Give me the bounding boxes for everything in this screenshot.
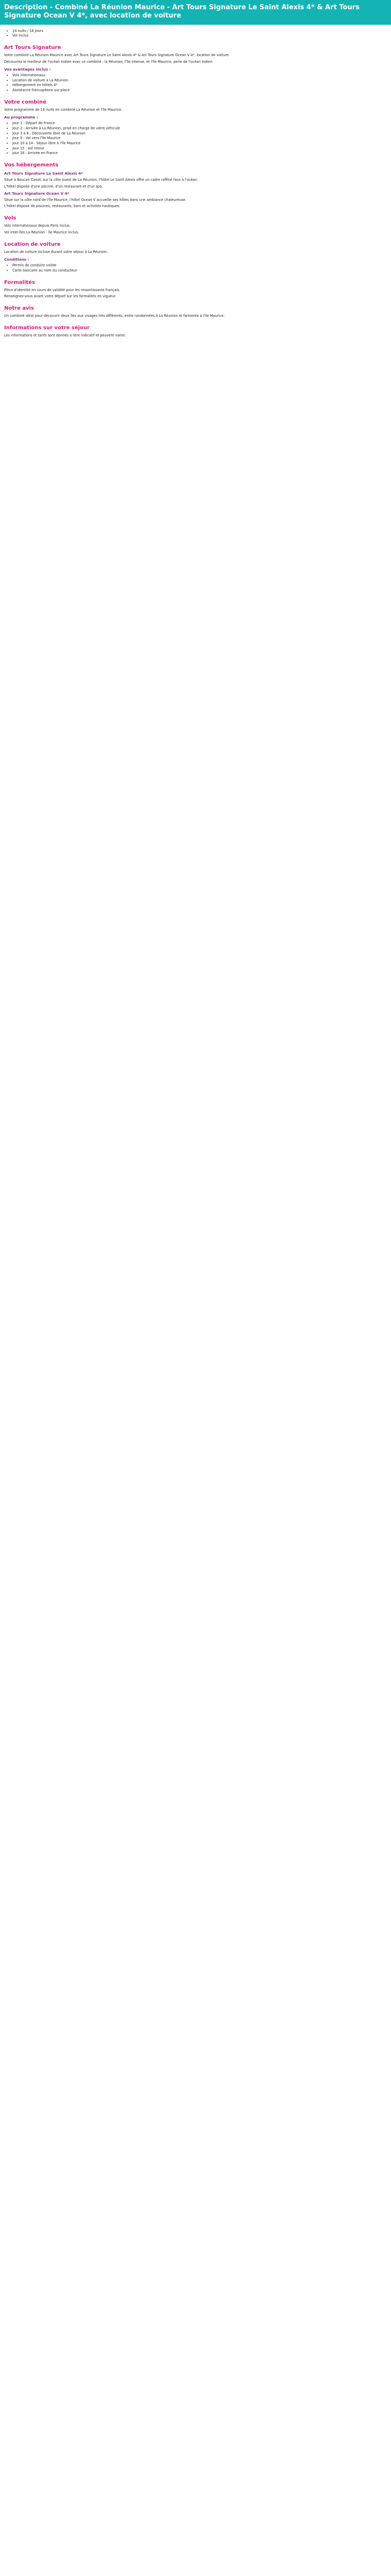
intro (4, 29, 387, 38)
paragraph: Les informations et tarifs sont donnés à titre indicatif et peuvent varier. (4, 333, 126, 338)
list-item: • Vols internationaux (12, 73, 387, 78)
list-item: • Jour 3 à 8 : Découverte libre de La Réunion (12, 131, 387, 136)
list-item: • 14 nuits / 16 jours (12, 29, 387, 33)
paragraph: Location de voiture incluse durant votre séjour à La Réunion. (4, 249, 108, 254)
section-heading: Vos hébergements (4, 162, 59, 168)
paragraph: Vols internationaux depuis Paris inclus. (4, 224, 71, 228)
list-item: • Assistance francophone sur place (12, 88, 387, 93)
list-item: • Permis de conduire valide (12, 263, 387, 268)
paragraph: Un combiné idéal pour découvrir deux îles aux visages très différents, entre randonnées à La Réunion et farniente à l'île Maurice. (4, 314, 225, 318)
intro-list (4, 29, 387, 38)
section-heading: Formalités (4, 279, 35, 285)
section-notre-avis (4, 305, 387, 318)
subsection-heading: Art Tours Signature Le Saint Alexis 4* (4, 171, 83, 176)
list-title: Au programme : (4, 114, 38, 120)
section-informations (4, 325, 387, 338)
section-formalites (4, 279, 387, 299)
section-art-tours-signature (4, 44, 387, 93)
list-item: • Jour 9 : Vol vers l'île Maurice (12, 136, 387, 141)
section-heading: Votre combiné (4, 99, 46, 105)
page-title: Description - Combiné La Réunion Maurice - Art Tours Signature Le Saint Alexis 4* & Art Tours Signature Ocean V 4*, avec location de voiture (0, 0, 391, 25)
list (4, 73, 387, 93)
subsection-heading: Art Tours Signature Ocean V 4* (4, 191, 70, 196)
section-heading: Informations sur votre séjour (4, 325, 90, 331)
list-item: • Vol inclus (12, 33, 387, 38)
paragraph: Situé sur la côte nord de l'île Maurice, l'hôtel Ocean V accueille ses hôtes dans une ambiance chaleureuse. (4, 197, 186, 202)
paragraph: L'hôtel dispose de piscines, restaurants, bars et activités nautiques. (4, 204, 120, 209)
paragraph: Vol inter-îles La Réunion - île Maurice inclus. (4, 230, 79, 235)
list-title: Conditions : (4, 257, 29, 262)
list (4, 121, 387, 156)
section-location-voiture (4, 241, 387, 273)
section-hebergements (4, 162, 387, 209)
list-title: Vos avantages inclus : (4, 66, 51, 72)
section-vols (4, 215, 387, 235)
list-item: • Jour 16 : Arrivée en France (12, 151, 387, 156)
paragraph: Votre programme de 14 nuits en combiné La Réunion et l'île Maurice. (4, 108, 123, 112)
list-item: • Jour 1 : Départ de France (12, 121, 387, 126)
section-votre-combine (4, 99, 387, 156)
list-item: • Jour 10 à 14 : Séjour libre à l'île Maurice (12, 141, 387, 146)
page (0, 0, 391, 352)
paragraph: Situé à Boucan Canot, sur la côte ouest de La Réunion, l'hôtel Le Saint Alexis offre un cadre raffiné face à l'océan. (4, 177, 198, 182)
list-item: • Hébergement en hôtels 4* (12, 83, 387, 88)
section-heading: Vols (4, 215, 17, 222)
paragraph: Renseignez-vous avant votre départ sur les formalités en vigueur. (4, 294, 117, 299)
section-heading: Location de voiture (4, 241, 61, 247)
list-item: • Jour 2 : Arrivée à La Réunion, prise en charge de votre véhicule (12, 126, 387, 131)
list-item: • Location de voiture à La Réunion (12, 78, 387, 83)
section-heading: Notre avis (4, 306, 34, 312)
section-heading: Art Tours Signature (4, 44, 61, 50)
list-item: • Jour 15 : Vol retour (12, 146, 387, 151)
list (4, 263, 387, 273)
paragraph: Pièce d'identité en cours de validité pour les ressortissants français. (4, 287, 120, 292)
paragraph: Votre combiné La Réunion Maurice avec Art Tours Signature Le Saint Alexis 4* & Art Tours Signature Ocean V 4*, location de voiture. (4, 53, 230, 58)
list-item: • Carte bancaire au nom du conducteur (12, 268, 387, 273)
paragraph: L'hôtel dispose d'une piscine, d'un restaurant et d'un spa. (4, 184, 103, 189)
paragraph: Découvrez le meilleur de l'océan Indien avec ce combiné : la Réunion, l'île intense, et l'île Maurice, perle de l'océan Indien. (4, 59, 214, 64)
